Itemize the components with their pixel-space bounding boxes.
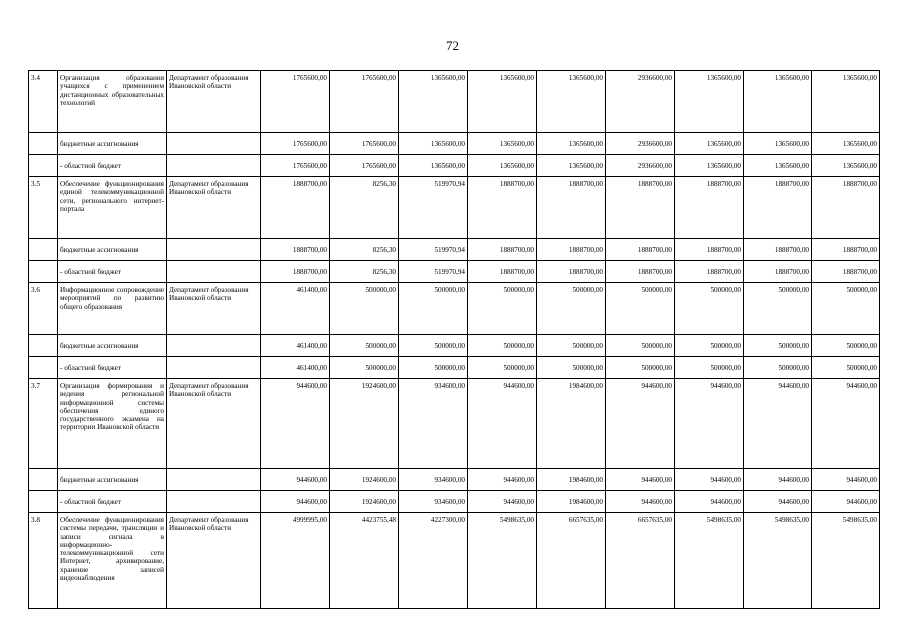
- amount-cell: 944600,00: [675, 491, 744, 513]
- measure-name-cell: Организация формирования и ведения региональной информационной системы обеспечения единого государственного экзамена на территории Ивановской области: [58, 379, 167, 469]
- amount-cell: 944600,00: [606, 379, 675, 469]
- amount-cell: 500000,00: [675, 335, 744, 357]
- amount-cell: 1365600,00: [812, 71, 880, 133]
- table-row: [29, 379, 880, 469]
- executor-cell: [167, 491, 261, 513]
- amount-cell: 1984600,00: [537, 379, 606, 469]
- amount-cell: 1888700,00: [812, 177, 880, 239]
- table-row: [29, 239, 880, 261]
- amount-cell: 500000,00: [744, 283, 812, 335]
- amount-cell: 1365600,00: [468, 133, 537, 155]
- amount-cell: 934600,00: [399, 469, 468, 491]
- table-row: [29, 177, 880, 239]
- measure-name-cell: бюджетные ассигнования: [58, 335, 167, 357]
- amount-cell: 944600,00: [744, 491, 812, 513]
- amount-cell: 1888700,00: [537, 261, 606, 283]
- amount-cell: 8256,30: [330, 239, 399, 261]
- amount-cell: 944600,00: [812, 379, 880, 469]
- amount-cell: 500000,00: [675, 283, 744, 335]
- amount-cell: 5498635,00: [812, 513, 880, 609]
- executor-cell: Департамент образования Ивановской области: [167, 283, 261, 335]
- executor-cell: Департамент образования Ивановской области: [167, 71, 261, 133]
- amount-cell: 1365600,00: [399, 133, 468, 155]
- budget-table: [28, 70, 880, 609]
- row-number-cell: 3.5: [29, 177, 58, 239]
- amount-cell: 1888700,00: [468, 239, 537, 261]
- amount-cell: 500000,00: [812, 283, 880, 335]
- amount-cell: 944600,00: [606, 491, 675, 513]
- executor-cell: [167, 357, 261, 379]
- table-row: [29, 155, 880, 177]
- amount-cell: 1924600,00: [330, 379, 399, 469]
- amount-cell: 500000,00: [399, 357, 468, 379]
- measure-name-cell: - областной бюджет: [58, 261, 167, 283]
- executor-cell: Департамент образования Ивановской области: [167, 379, 261, 469]
- amount-cell: 500000,00: [537, 283, 606, 335]
- amount-cell: 1888700,00: [744, 261, 812, 283]
- amount-cell: 1888700,00: [675, 239, 744, 261]
- amount-cell: 1888700,00: [261, 261, 330, 283]
- amount-cell: 944600,00: [261, 491, 330, 513]
- amount-cell: 944600,00: [675, 379, 744, 469]
- amount-cell: 519970,94: [399, 239, 468, 261]
- amount-cell: 500000,00: [675, 357, 744, 379]
- row-number-cell: [29, 357, 58, 379]
- amount-cell: 1888700,00: [812, 239, 880, 261]
- amount-cell: 1888700,00: [744, 177, 812, 239]
- row-number-cell: [29, 155, 58, 177]
- amount-cell: 5498635,00: [468, 513, 537, 609]
- amount-cell: 6657635,00: [537, 513, 606, 609]
- amount-cell: 1365600,00: [537, 133, 606, 155]
- amount-cell: 5498635,00: [744, 513, 812, 609]
- measure-name-cell: бюджетные ассигнования: [58, 133, 167, 155]
- measure-name-cell: Обеспечение функционирования системы передачи, трансляции и записи сигнала в информационно-телекоммуникационной сети Интернет, архивирование, хранение записей видеонаблюдения: [58, 513, 167, 609]
- amount-cell: 461400,00: [261, 283, 330, 335]
- amount-cell: 1765600,00: [261, 155, 330, 177]
- amount-cell: 1365600,00: [744, 133, 812, 155]
- row-number-cell: [29, 491, 58, 513]
- amount-cell: 5498635,00: [675, 513, 744, 609]
- row-number-cell: [29, 239, 58, 261]
- amount-cell: 500000,00: [744, 357, 812, 379]
- amount-cell: 944600,00: [468, 379, 537, 469]
- measure-name-cell: Организация образования учащихся с применением дистанционных образовательных технологий: [58, 71, 167, 133]
- amount-cell: 519970,94: [399, 177, 468, 239]
- amount-cell: 500000,00: [330, 283, 399, 335]
- table-row: [29, 513, 880, 609]
- amount-cell: 1765600,00: [330, 155, 399, 177]
- amount-cell: 1888700,00: [261, 239, 330, 261]
- table-body: [29, 71, 880, 609]
- amount-cell: 500000,00: [744, 335, 812, 357]
- amount-cell: 1888700,00: [606, 261, 675, 283]
- amount-cell: 944600,00: [606, 469, 675, 491]
- amount-cell: 944600,00: [744, 379, 812, 469]
- amount-cell: 1765600,00: [261, 71, 330, 133]
- amount-cell: 8256,30: [330, 177, 399, 239]
- amount-cell: 500000,00: [330, 357, 399, 379]
- amount-cell: 1888700,00: [606, 177, 675, 239]
- amount-cell: 1365600,00: [675, 71, 744, 133]
- amount-cell: 500000,00: [330, 335, 399, 357]
- row-number-cell: 3.7: [29, 379, 58, 469]
- executor-cell: [167, 469, 261, 491]
- amount-cell: 500000,00: [606, 335, 675, 357]
- amount-cell: 1888700,00: [744, 239, 812, 261]
- table-row: [29, 469, 880, 491]
- amount-cell: 500000,00: [537, 357, 606, 379]
- page-number: 72: [446, 38, 459, 53]
- row-number-cell: [29, 261, 58, 283]
- amount-cell: 1888700,00: [468, 177, 537, 239]
- amount-cell: 1888700,00: [606, 239, 675, 261]
- row-number-cell: [29, 133, 58, 155]
- table-row: [29, 261, 880, 283]
- amount-cell: 1765600,00: [330, 133, 399, 155]
- amount-cell: 2936600,00: [606, 155, 675, 177]
- amount-cell: 1924600,00: [330, 491, 399, 513]
- amount-cell: 1365600,00: [468, 155, 537, 177]
- amount-cell: 1365600,00: [812, 155, 880, 177]
- amount-cell: 1888700,00: [675, 261, 744, 283]
- table-row: [29, 71, 880, 133]
- amount-cell: 1984600,00: [537, 491, 606, 513]
- executor-cell: Департамент образования Ивановской области: [167, 177, 261, 239]
- table-row: [29, 133, 880, 155]
- amount-cell: 519970,94: [399, 261, 468, 283]
- amount-cell: 1888700,00: [537, 239, 606, 261]
- amount-cell: 500000,00: [468, 283, 537, 335]
- amount-cell: 1365600,00: [537, 71, 606, 133]
- amount-cell: 2936600,00: [606, 133, 675, 155]
- amount-cell: 461400,00: [261, 357, 330, 379]
- amount-cell: 944600,00: [744, 469, 812, 491]
- amount-cell: 1984600,00: [537, 469, 606, 491]
- amount-cell: 944600,00: [261, 469, 330, 491]
- amount-cell: 1365600,00: [537, 155, 606, 177]
- table-row: [29, 491, 880, 513]
- amount-cell: 1888700,00: [675, 177, 744, 239]
- table-row: [29, 283, 880, 335]
- amount-cell: 4423755,48: [330, 513, 399, 609]
- measure-name-cell: Информационное сопровождение мероприятий по развитию общего образования: [58, 283, 167, 335]
- amount-cell: 1365600,00: [675, 155, 744, 177]
- amount-cell: 1888700,00: [537, 177, 606, 239]
- amount-cell: 944600,00: [675, 469, 744, 491]
- amount-cell: 1365600,00: [468, 71, 537, 133]
- amount-cell: 461400,00: [261, 335, 330, 357]
- amount-cell: 1888700,00: [261, 177, 330, 239]
- amount-cell: 500000,00: [812, 335, 880, 357]
- amount-cell: 500000,00: [537, 335, 606, 357]
- amount-cell: 934600,00: [399, 379, 468, 469]
- amount-cell: 1888700,00: [812, 261, 880, 283]
- amount-cell: 500000,00: [812, 357, 880, 379]
- amount-cell: 1365600,00: [399, 155, 468, 177]
- amount-cell: 4999995,00: [261, 513, 330, 609]
- row-number-cell: 3.4: [29, 71, 58, 133]
- amount-cell: 500000,00: [399, 335, 468, 357]
- executor-cell: [167, 261, 261, 283]
- amount-cell: 500000,00: [606, 283, 675, 335]
- amount-cell: 1924600,00: [330, 469, 399, 491]
- measure-name-cell: - областной бюджет: [58, 357, 167, 379]
- amount-cell: 1365600,00: [675, 133, 744, 155]
- table-row: [29, 357, 880, 379]
- amount-cell: 944600,00: [812, 491, 880, 513]
- amount-cell: 500000,00: [399, 283, 468, 335]
- amount-cell: 1365600,00: [744, 71, 812, 133]
- measure-name-cell: Обеспечение функционирования единой телекоммуникационной сети, регионального интернет-портала: [58, 177, 167, 239]
- amount-cell: 1365600,00: [744, 155, 812, 177]
- executor-cell: [167, 239, 261, 261]
- executor-cell: [167, 133, 261, 155]
- amount-cell: 6657635,00: [606, 513, 675, 609]
- amount-cell: 8256,30: [330, 261, 399, 283]
- executor-cell: [167, 155, 261, 177]
- measure-name-cell: - областной бюджет: [58, 491, 167, 513]
- amount-cell: 1888700,00: [468, 261, 537, 283]
- amount-cell: 944600,00: [261, 379, 330, 469]
- amount-cell: 1765600,00: [330, 71, 399, 133]
- amount-cell: 4227300,00: [399, 513, 468, 609]
- row-number-cell: 3.8: [29, 513, 58, 609]
- row-number-cell: 3.6: [29, 283, 58, 335]
- amount-cell: 944600,00: [468, 491, 537, 513]
- row-number-cell: [29, 469, 58, 491]
- table-row: [29, 335, 880, 357]
- row-number-cell: [29, 335, 58, 357]
- amount-cell: 1765600,00: [261, 133, 330, 155]
- amount-cell: 944600,00: [468, 469, 537, 491]
- amount-cell: 2936600,00: [606, 71, 675, 133]
- executor-cell: [167, 335, 261, 357]
- amount-cell: 934600,00: [399, 491, 468, 513]
- amount-cell: 1365600,00: [812, 133, 880, 155]
- amount-cell: 1365600,00: [399, 71, 468, 133]
- measure-name-cell: бюджетные ассигнования: [58, 469, 167, 491]
- amount-cell: 944600,00: [812, 469, 880, 491]
- amount-cell: 500000,00: [468, 357, 537, 379]
- amount-cell: 500000,00: [606, 357, 675, 379]
- measure-name-cell: бюджетные ассигнования: [58, 239, 167, 261]
- amount-cell: 500000,00: [468, 335, 537, 357]
- executor-cell: Департамент образования Ивановской области: [167, 513, 261, 609]
- measure-name-cell: - областной бюджет: [58, 155, 167, 177]
